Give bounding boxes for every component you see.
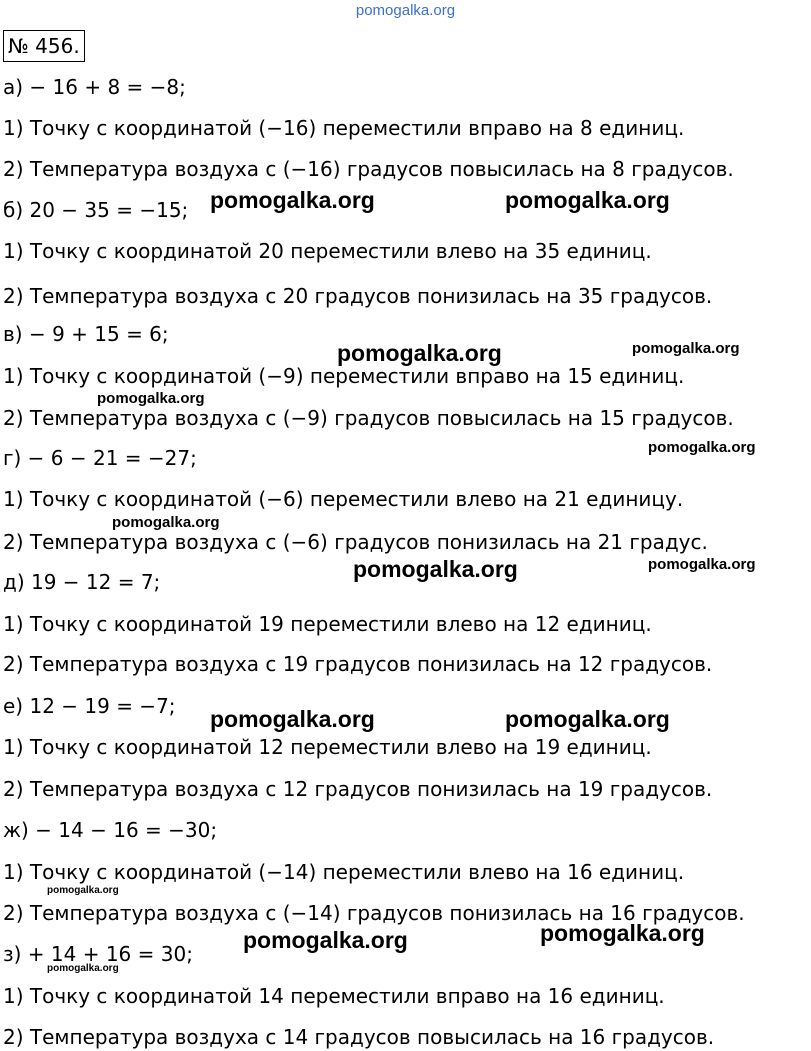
- solution-line-e: е) 12 − 19 = −7;: [3, 694, 176, 718]
- solution-line: 1) Точку с координатой 14 переместили вправо на 16 единиц.: [3, 984, 665, 1008]
- solution-line: 2) Температура воздуха с (−9) градусов повысилась на 15 градусов.: [3, 406, 734, 430]
- watermark: pomogalka.org: [210, 187, 375, 213]
- watermark: pomogalka.org: [47, 963, 119, 974]
- watermark: pomogalka.org: [505, 187, 670, 213]
- solution-line-v: в) − 9 + 15 = 6;: [3, 322, 169, 346]
- solution-line: 1) Точку с координатой 20 переместили влево на 35 единиц.: [3, 239, 652, 263]
- solution-line-zh: ж) − 14 − 16 = −30;: [3, 818, 218, 842]
- solution-line: 2) Температура воздуха с 14 градусов повысилась на 16 градусов.: [3, 1025, 715, 1049]
- solution-line: 2) Температура воздуха с (−6) градусов понизилась на 21 градус.: [3, 530, 708, 554]
- watermark: pomogalka.org: [210, 706, 375, 732]
- solution-line: 2) Температура воздуха с 20 градусов понизилась на 35 градусов.: [3, 284, 713, 308]
- solution-line: 1) Точку с координатой (−6) переместили влево на 21 единицу.: [3, 487, 684, 511]
- watermark: pomogalka.org: [632, 340, 740, 357]
- solution-line-b: б) 20 − 35 = −15;: [3, 198, 189, 222]
- solution-line: 2) Температура воздуха с (−14) градусов понизилась на 16 градусов.: [3, 901, 745, 925]
- solution-line: 1) Точку с координатой (−9) переместили вправо на 15 единиц.: [3, 364, 685, 388]
- solution-line: 1) Точку с координатой 19 переместили влево на 12 единиц.: [3, 612, 652, 636]
- task-number: № 456.: [3, 30, 85, 62]
- watermark: pomogalka.org: [505, 706, 670, 732]
- header-watermark: pomogalka.org: [355, 2, 456, 19]
- solution-line-g: г) − 6 − 21 = −27;: [3, 446, 197, 470]
- watermark: pomogalka.org: [97, 390, 205, 407]
- solution-line: 1) Точку с координатой 12 переместили влево на 19 единиц.: [3, 735, 652, 759]
- solution-line-a: а) − 16 + 8 = −8;: [3, 75, 186, 99]
- solution-line: 1) Точку с координатой (−14) переместили влево на 16 единиц.: [3, 860, 685, 884]
- solution-line: 2) Температура воздуха с (−16) градусов повысилась на 8 градусов.: [3, 157, 734, 181]
- watermark: pomogalka.org: [648, 439, 756, 456]
- solution-line: 2) Температура воздуха с 19 градусов понизилась на 12 градусов.: [3, 652, 713, 676]
- solution-line-d: д) 19 − 12 = 7;: [3, 570, 161, 594]
- watermark: pomogalka.org: [47, 885, 119, 896]
- solution-line: 2) Температура воздуха с 12 градусов понизилась на 19 градусов.: [3, 777, 713, 801]
- watermark: pomogalka.org: [648, 556, 756, 573]
- watermark: pomogalka.org: [112, 514, 220, 531]
- watermark: pomogalka.org: [337, 340, 502, 366]
- solution-line: 1) Точку с координатой (−16) переместили вправо на 8 единиц.: [3, 116, 685, 140]
- watermark: pomogalka.org: [540, 920, 705, 946]
- watermark: pomogalka.org: [353, 556, 518, 582]
- watermark: pomogalka.org: [243, 927, 408, 953]
- solution-line-z: з) + 14 + 16 = 30;: [3, 942, 193, 966]
